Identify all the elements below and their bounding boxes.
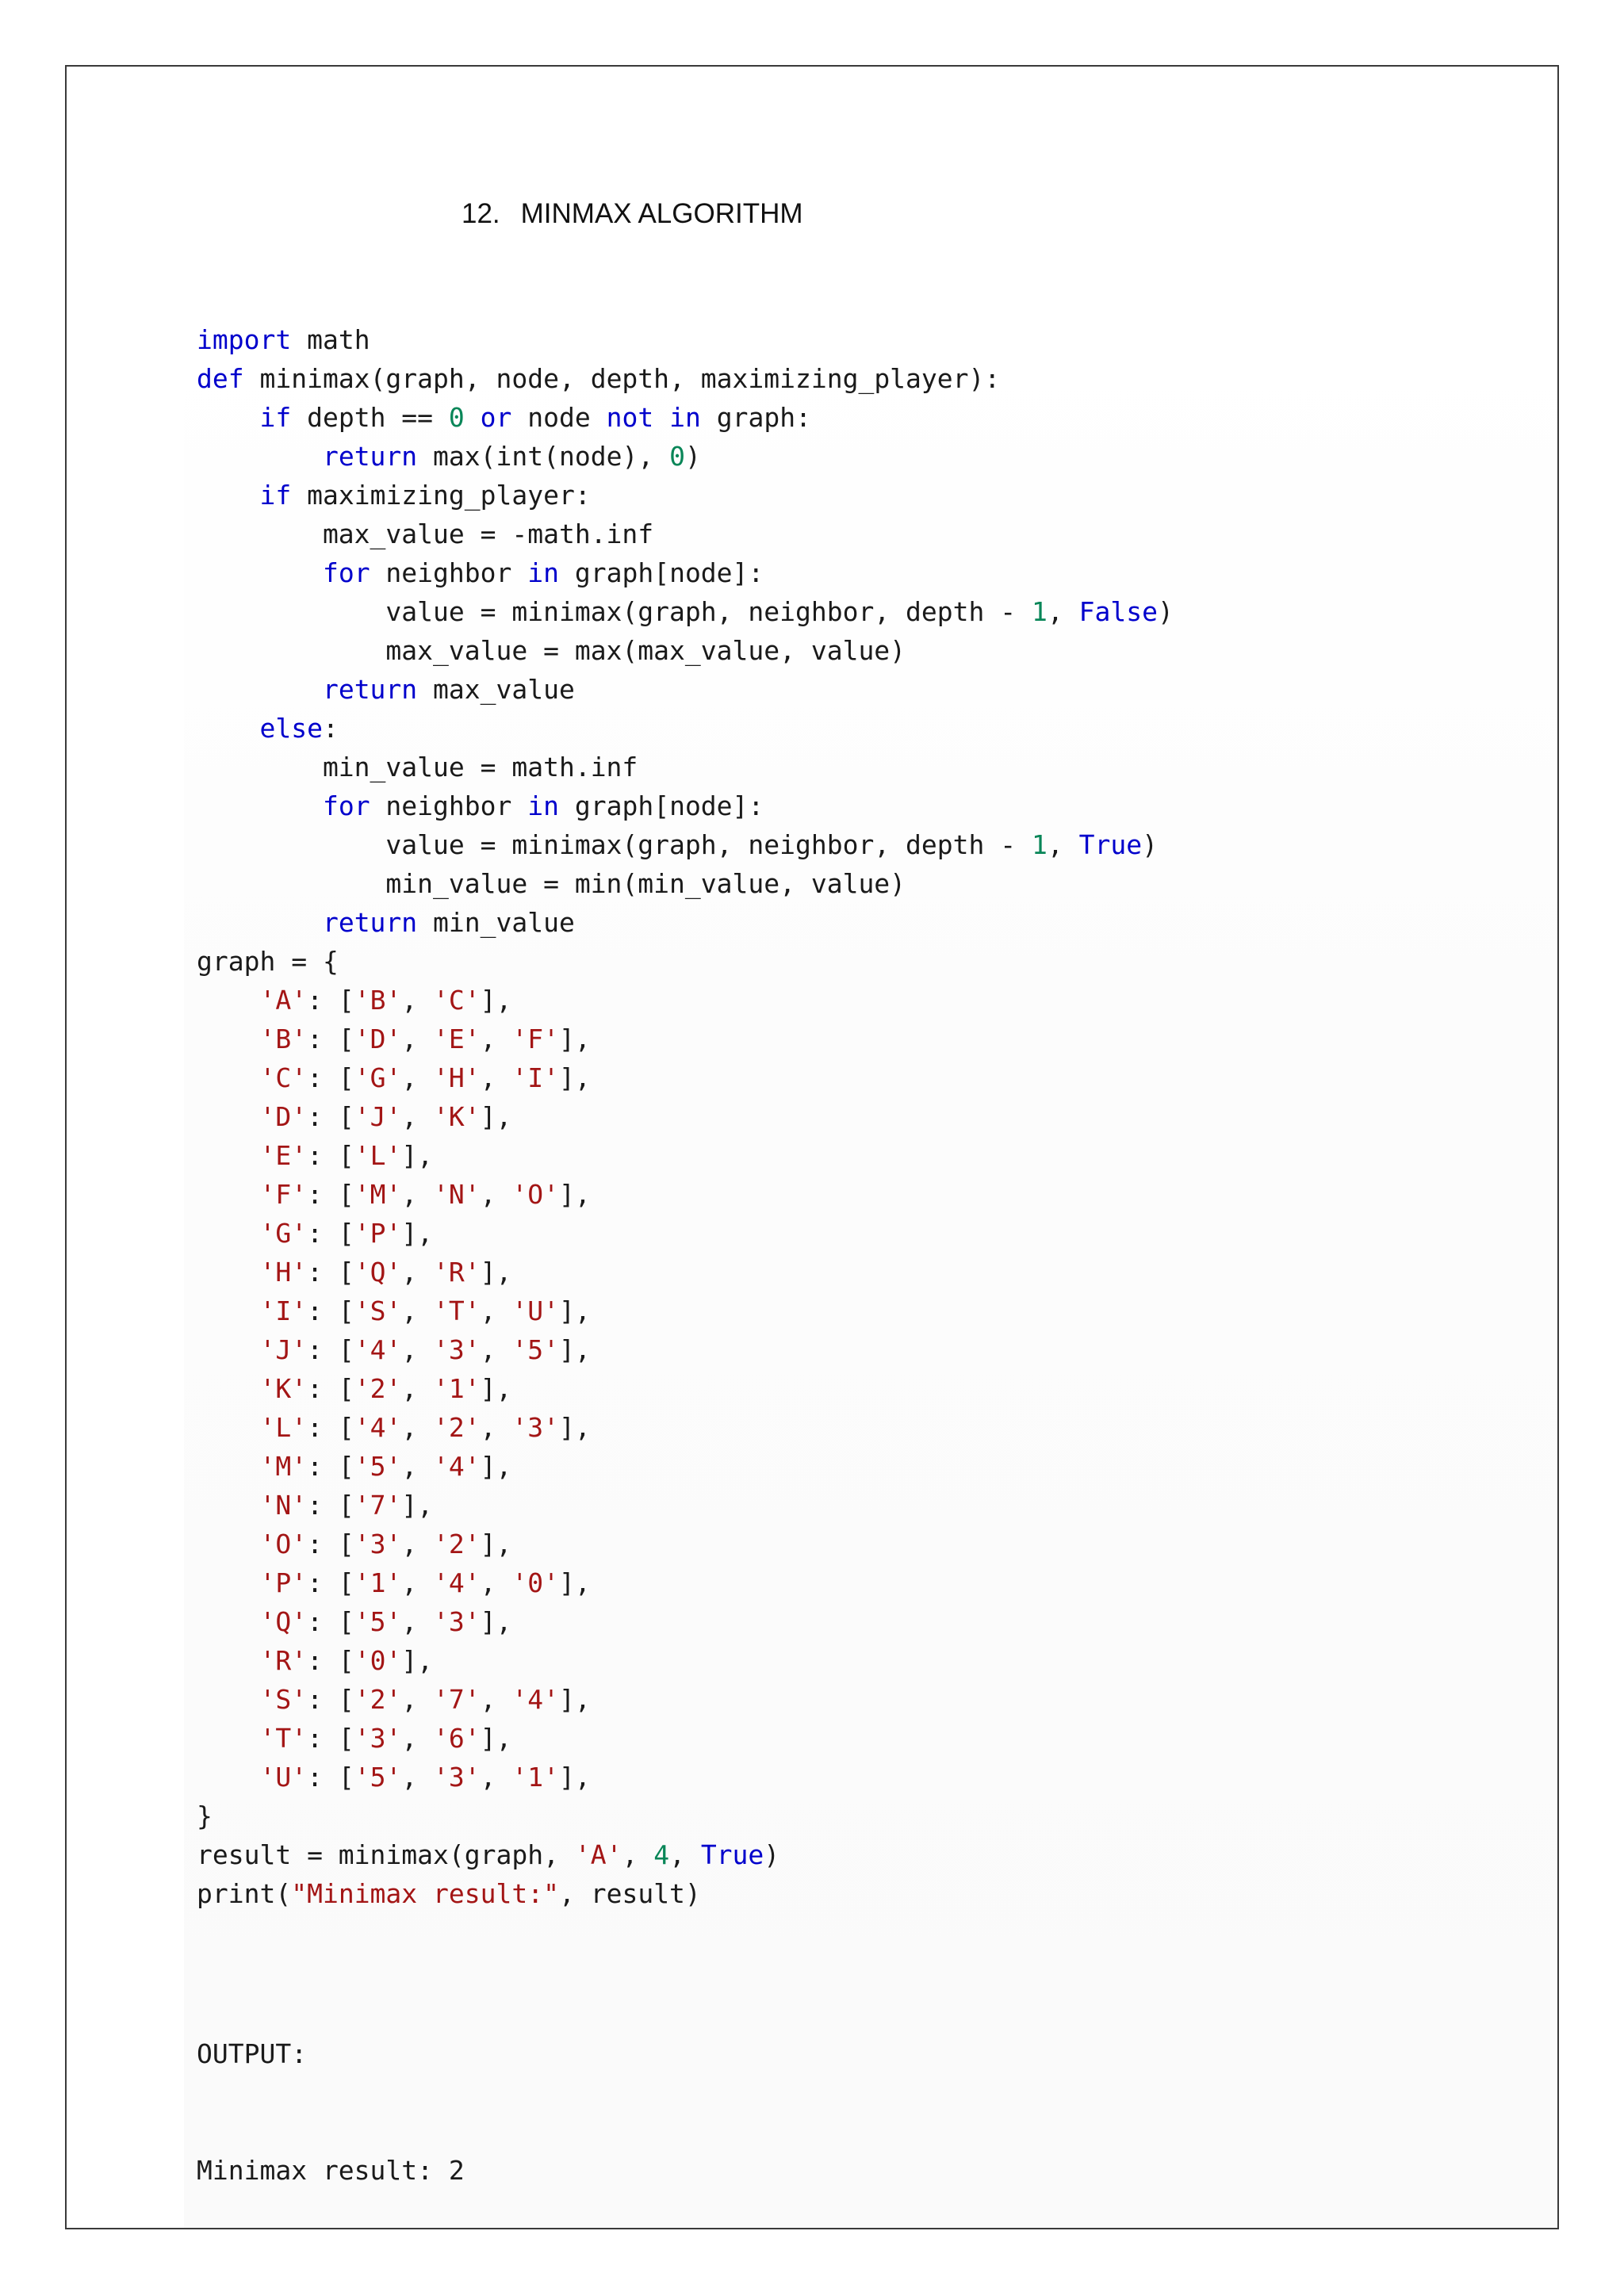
code-token: 'R' [433,1257,481,1288]
code-token: , [401,1373,434,1404]
code-token: , [401,1334,434,1365]
code-token: ], [401,1140,434,1171]
code-line [197,942,1174,981]
code-token [197,1373,259,1404]
code-token [197,441,323,472]
code-token: , [401,1606,434,1637]
code-token [197,674,323,705]
code-token [197,907,323,938]
code-token: : [ [307,1024,354,1054]
code-line [197,515,1174,553]
code-token [197,790,323,821]
code-token: '2' [433,1529,481,1559]
code-line [197,1602,1174,1641]
code-token: '1' [511,1762,560,1793]
code-token: graph: [700,402,811,433]
code-token [197,1723,259,1754]
code-token [197,1334,259,1365]
code-token: ], [480,1257,512,1288]
code-token: : [ [307,985,354,1016]
code-token: 'M' [259,1451,308,1482]
code-token: : [ [307,1451,354,1482]
code-token [197,402,259,433]
code-token: ], [480,1373,512,1404]
code-token: '6' [433,1723,481,1754]
code-token: : [ [307,1295,354,1326]
code-token: ], [559,1567,591,1598]
code-token: , [401,1723,434,1754]
code-token: , [401,1567,434,1598]
code-line [197,437,1174,476]
code-token [197,1606,259,1637]
code-token: False [1078,596,1158,627]
code-token: node [511,402,607,433]
code-token: , [480,1024,512,1054]
code-token: for [322,557,370,588]
code-token: '3' [433,1334,481,1365]
code-token: import [197,324,292,355]
code-token: max_value = max(max_value, value) [197,635,906,666]
code-token: return [322,441,418,472]
code-token: 'S' [259,1684,308,1715]
code-token: 'S' [354,1295,402,1326]
code-token: '4' [511,1684,560,1715]
code-token: 'D' [259,1101,308,1132]
code-token: : [ [307,1606,354,1637]
code-token: ], [559,1684,591,1715]
code-token: '1' [433,1373,481,1404]
code-line [197,1563,1174,1602]
code-token: value = minimax(graph, neighbor, depth - [197,596,1032,627]
code-token: : [ [307,1762,354,1793]
code-line [197,1447,1174,1486]
code-token: 'F' [259,1179,308,1210]
code-token: print( [197,1878,292,1909]
code-token: 'Q' [259,1606,308,1637]
code-token: minimax(graph, node, depth, maximizing_player): [243,363,1001,394]
code-line [197,1874,1174,1913]
code-line [197,1253,1174,1292]
code-token: True [700,1839,764,1870]
code-token: '2' [354,1684,402,1715]
code-line [197,1136,1174,1175]
code-line [197,476,1174,515]
code-token: ], [480,1101,512,1132]
code-token: min_value [417,907,575,938]
code-token: '7' [354,1490,402,1521]
code-token: 'C' [259,1062,308,1093]
code-token: return [322,907,418,938]
code-token [197,1140,259,1171]
code-line [197,1758,1174,1797]
code-line [197,1525,1174,1563]
code-token: '3' [354,1723,402,1754]
code-token: 'U' [511,1295,560,1326]
code-token: in [527,557,559,588]
code-token [197,1179,259,1210]
output-label: OUTPUT: [197,2038,308,2069]
code-token: min_value = min(min_value, value) [197,868,906,899]
code-token: , [669,1839,701,1870]
code-token: , [401,1179,434,1210]
code-token: '3' [433,1762,481,1793]
code-token: , [401,1062,434,1093]
code-token [197,1645,259,1676]
code-token [197,1412,259,1443]
output-section [197,1957,465,2229]
code-token: result = minimax(graph, [197,1839,575,1870]
code-line [197,1214,1174,1253]
code-token: or [480,402,512,433]
code-token: in [527,790,559,821]
code-line [197,670,1174,709]
code-token: 'R' [259,1645,308,1676]
code-token: : [322,713,339,744]
code-token: 'A' [259,985,308,1016]
code-token: , [622,1839,654,1870]
code-token: max_value = -math.inf [197,519,654,549]
code-token: 'B' [354,985,402,1016]
code-token: ], [480,1451,512,1482]
code-token: ], [401,1645,434,1676]
code-line [197,1020,1174,1058]
code-token: , [480,1412,512,1443]
code-token: : [ [307,1412,354,1443]
code-line [197,1641,1174,1680]
code-token [197,1490,259,1521]
code-token: True [1078,829,1143,860]
code-token: not [606,402,654,433]
code-token: : [ [307,1257,354,1288]
code-line [197,1175,1174,1214]
code-token: 'L' [354,1140,402,1171]
code-token: 'K' [259,1373,308,1404]
code-token: "Minimax result:" [291,1878,559,1909]
code-token: 'J' [354,1101,402,1132]
code-token: 'C' [433,985,481,1016]
code-token: : [ [307,1334,354,1365]
code-line [197,320,1174,359]
code-token: '4' [433,1451,481,1482]
code-token: '4' [354,1334,402,1365]
code-token: : [ [307,1567,354,1598]
code-token: ) [684,441,701,472]
code-token: 0 [448,402,465,433]
code-token: '3' [433,1606,481,1637]
code-token: 'E' [259,1140,308,1171]
code-token: ], [480,985,512,1016]
code-token: , [480,1567,512,1598]
code-token: , [1047,829,1079,860]
code-token: else [259,713,323,744]
code-token: , [480,1684,512,1715]
code-token: : [ [307,1179,354,1210]
code-token: in [669,402,701,433]
code-line [197,359,1174,398]
code-token: graph[node]: [559,557,764,588]
code-token: 'N' [433,1179,481,1210]
code-token: '3' [511,1412,560,1443]
section-title: MINMAX ALGORITHM [520,198,803,229]
code-token: , [401,1257,434,1288]
code-token: : [ [307,1062,354,1093]
code-token [197,985,259,1016]
code-token: , [401,1412,434,1443]
code-token: } [197,1800,213,1831]
code-token: , result) [558,1878,701,1909]
code-token: : [ [307,1218,354,1249]
code-token: 'A' [574,1839,622,1870]
code-token: '5' [354,1762,402,1793]
code-line [197,1719,1174,1758]
code-token [197,1684,259,1715]
code-token: if [259,402,292,433]
code-token: '4' [433,1567,481,1598]
code-token: ], [559,1762,591,1793]
code-token: 'D' [354,1024,402,1054]
code-token: '0' [354,1645,402,1676]
code-token: graph = { [197,946,339,977]
code-token: 'T' [433,1295,481,1326]
code-token: : [ [307,1490,354,1521]
code-token: , [401,1684,434,1715]
code-line [197,864,1174,903]
code-token [197,1451,259,1482]
code-token: '3' [354,1529,402,1559]
code-token: 'I' [511,1062,560,1093]
code-token: 'T' [259,1723,308,1754]
code-token: ], [559,1334,591,1365]
code-token [197,1101,259,1132]
code-token [197,1218,259,1249]
code-token: 'P' [354,1218,402,1249]
code-token: 'G' [259,1218,308,1249]
code-token: 'O' [259,1529,308,1559]
code-token [197,1567,259,1598]
code-token: min_value = math.inf [197,752,638,783]
code-line [197,1797,1174,1835]
code-token: ], [559,1179,591,1210]
code-token: '4' [354,1412,402,1443]
code-token: ], [401,1218,434,1249]
code-token [465,402,481,433]
code-token: : [ [307,1373,354,1404]
code-block [197,320,1174,1913]
code-token: , [480,1334,512,1365]
code-token [197,1024,259,1054]
code-token: '5' [354,1606,402,1637]
output-value: Minimax result: 2 [197,2155,465,2186]
code-token: max(int(node), [417,441,670,472]
code-token: 1 [1032,829,1048,860]
code-line [197,1369,1174,1408]
code-token: ], [559,1024,591,1054]
code-token [197,1295,259,1326]
code-token: 'P' [259,1567,308,1598]
code-token: 1 [1032,596,1048,627]
code-token: ], [480,1529,512,1559]
code-token: def [197,363,244,394]
code-token: : [ [307,1529,354,1559]
code-token: : [ [307,1101,354,1132]
code-token: neighbor [370,557,528,588]
code-line [197,1680,1174,1719]
code-token: math [291,324,370,355]
code-token: , [401,1024,434,1054]
code-token: , [401,1529,434,1559]
code-token: 'L' [259,1412,308,1443]
code-line [197,553,1174,592]
code-token: , [1047,596,1079,627]
code-token: ) [764,1839,780,1870]
code-token: 'I' [259,1295,308,1326]
code-line [197,786,1174,825]
code-line [197,398,1174,437]
code-token: 'U' [259,1762,308,1793]
code-token: 'H' [433,1062,481,1093]
code-line [197,1835,1174,1874]
code-line [197,825,1174,864]
code-token [197,557,323,588]
code-token: graph[node]: [559,790,764,821]
section-heading [462,195,803,233]
code-token: 'Q' [354,1257,402,1288]
code-token: , [401,1101,434,1132]
code-token: , [401,1295,434,1326]
code-token: , [480,1295,512,1326]
code-token: ], [559,1295,591,1326]
code-token: 'E' [433,1024,481,1054]
code-line [197,1486,1174,1525]
code-line [197,592,1174,631]
code-line [197,1330,1174,1369]
code-token: ], [401,1490,434,1521]
code-token [197,1762,259,1793]
code-token: , [480,1762,512,1793]
code-token: neighbor [370,790,528,821]
code-token: maximizing_player: [291,480,591,511]
code-token: '0' [511,1567,560,1598]
code-token: '2' [433,1412,481,1443]
code-token: ) [1142,829,1158,860]
code-token: : [ [307,1140,354,1171]
code-token: 'B' [259,1024,308,1054]
code-token: if [259,480,292,511]
code-token: 'M' [354,1179,402,1210]
code-token: : [ [307,1684,354,1715]
code-token: 'F' [511,1024,560,1054]
code-token: 4 [653,1839,670,1870]
code-token: : [ [307,1723,354,1754]
code-token: '7' [433,1684,481,1715]
code-token: for [322,790,370,821]
code-token [653,402,669,433]
code-token: ], [559,1412,591,1443]
code-token: 0 [669,441,685,472]
code-token [197,713,259,744]
code-token: 'K' [433,1101,481,1132]
code-token: ) [1157,596,1174,627]
code-token: '5' [511,1334,560,1365]
code-token: 'N' [259,1490,308,1521]
code-token: , [401,985,434,1016]
code-line [197,631,1174,670]
code-token: '5' [354,1451,402,1482]
section-number: 12. [462,198,500,229]
code-line [197,1408,1174,1447]
code-token: max_value [417,674,575,705]
code-line [197,1097,1174,1136]
code-line [197,903,1174,942]
code-line [197,748,1174,786]
code-token: , [480,1179,512,1210]
code-line [197,981,1174,1020]
code-token: ], [480,1723,512,1754]
code-token: , [401,1762,434,1793]
code-token: : [ [307,1645,354,1676]
code-token: value = minimax(graph, neighbor, depth - [197,829,1032,860]
code-line [197,709,1174,748]
code-token [197,1529,259,1559]
code-token: return [322,674,418,705]
code-token: '1' [354,1567,402,1598]
code-token: depth == [291,402,449,433]
code-token: ], [559,1062,591,1093]
code-token: , [401,1451,434,1482]
code-token: 'H' [259,1257,308,1288]
code-token: '2' [354,1373,402,1404]
code-token: 'G' [354,1062,402,1093]
code-token [197,1062,259,1093]
code-token: , [480,1062,512,1093]
code-line [197,1292,1174,1330]
code-token: ], [480,1606,512,1637]
code-token: 'J' [259,1334,308,1365]
code-line [197,1058,1174,1097]
code-token: 'O' [511,1179,560,1210]
code-token [197,480,259,511]
code-token [197,1257,259,1288]
